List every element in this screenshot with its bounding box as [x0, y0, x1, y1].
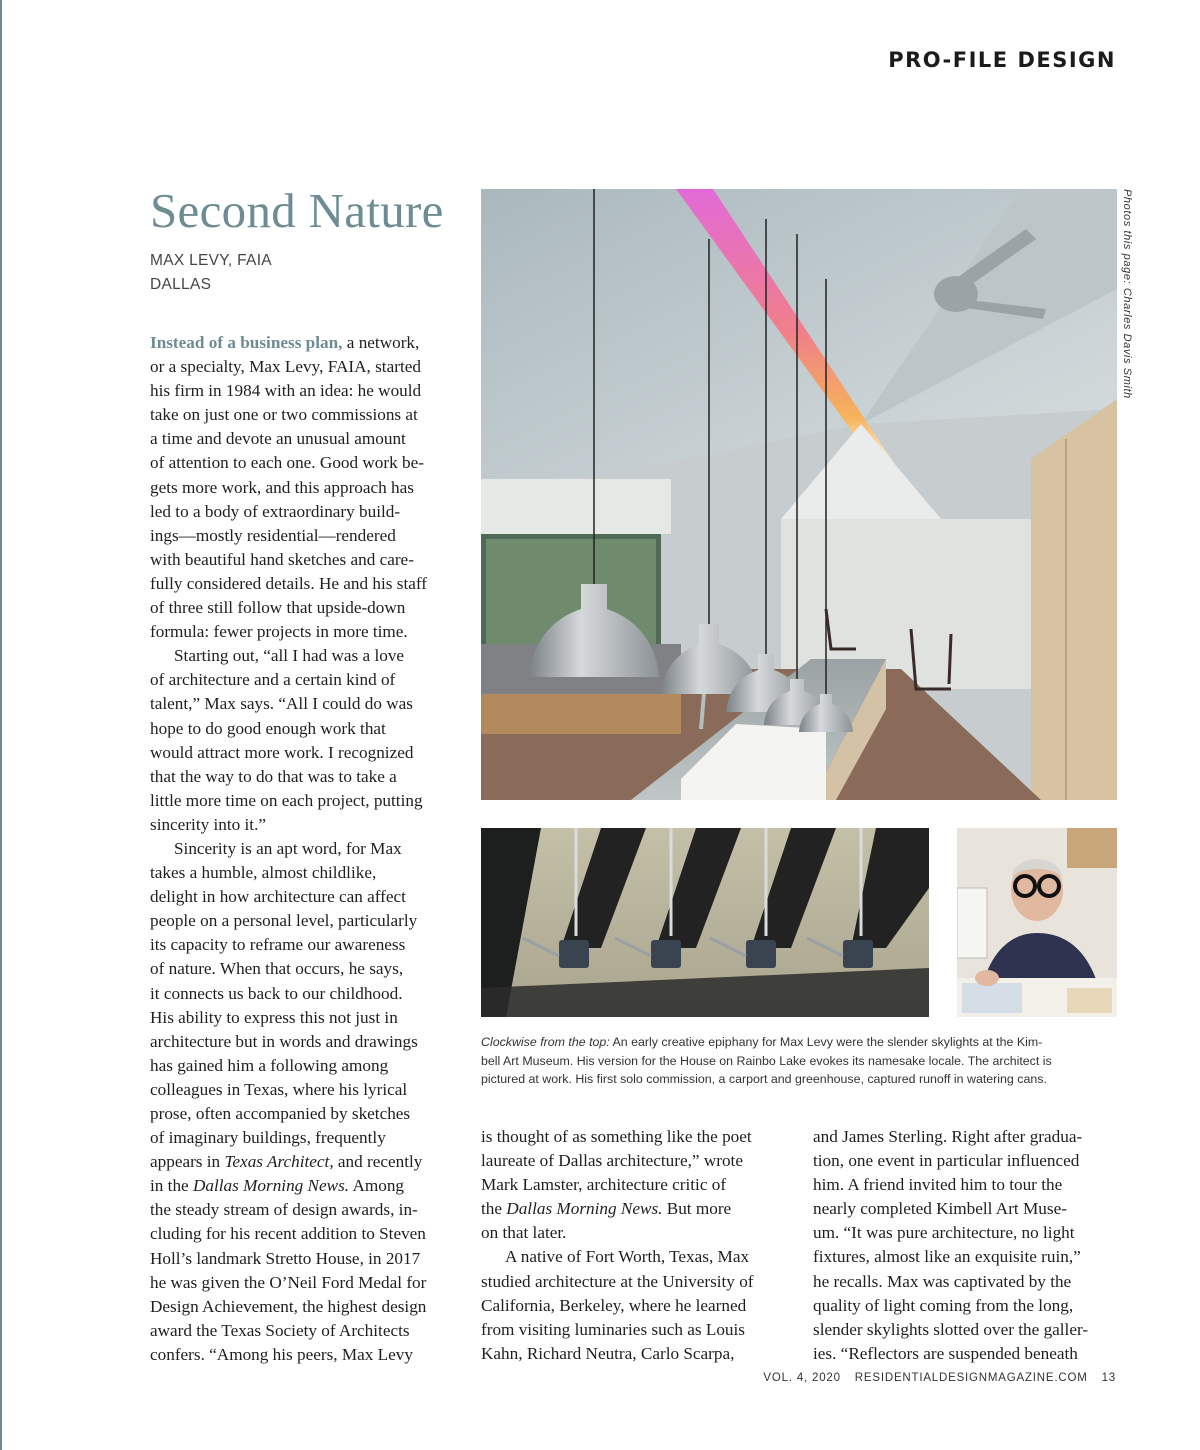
text-line: of architecture and a certain kind of: [150, 670, 396, 690]
text-line: quality of light coming from the long,: [813, 1295, 1074, 1315]
text-line: cluding for his recent addition to Steven: [150, 1224, 426, 1244]
byline-city: DALLAS: [150, 276, 212, 293]
text-line: fully considered details. He and his staff: [150, 573, 427, 593]
page-edge-line: [0, 0, 2, 1450]
text-line: Starting out, “all I had was a love: [174, 646, 405, 666]
text-line: is thought of as something like the poet: [481, 1127, 752, 1146]
text-line: takes a humble, almost childlike,: [150, 863, 377, 883]
body-column-1: [150, 331, 460, 1367]
footer-page-number: 13: [1101, 1372, 1116, 1384]
text-line: award the Texas Society of Architects: [150, 1320, 410, 1340]
text-line: Holl’s landmark Stretto House, in 2017: [150, 1248, 421, 1268]
photo-watering-cans: [481, 828, 929, 1017]
text-line: nearly completed Kimbell Art Muse-: [813, 1199, 1067, 1219]
text-line: talent,” Max says. “All I could do was: [150, 694, 413, 714]
body-column-3: [813, 1125, 1118, 1366]
text-line: in the Dallas Morning News. Among: [150, 1176, 405, 1196]
caption-line: bell Art Museum. His version for the House on Rainbo Lake evokes its namesake locale. The architect is: [481, 1053, 1052, 1068]
text-line: appears in Texas Architect, and recently: [150, 1152, 423, 1172]
text-line: the steady stream of design awards, in-: [150, 1200, 418, 1220]
text-line: gets more work, and this approach has: [150, 477, 414, 497]
text-line: California, Berkeley, where he learned: [481, 1295, 747, 1315]
photo-interior-kitchen: [481, 189, 1117, 800]
text-line: studied architecture at the University of: [481, 1271, 754, 1291]
text-line: slender skylights slotted over the galler-: [813, 1319, 1089, 1339]
text-line: tion, one event in particular influenced: [813, 1151, 1080, 1171]
text-line: hope to do good enough work that: [150, 718, 386, 738]
footer-site: RESIDENTIALDESIGNMAGAZINE.COM: [854, 1372, 1088, 1384]
text-line: His ability to express this not just in: [150, 1007, 398, 1027]
text-line: people on a personal level, particularly: [150, 911, 418, 931]
text-line: he was given the O’Neil Ford Medal for: [150, 1272, 427, 1292]
caption-lead: Clockwise from the top:: [481, 1035, 610, 1049]
footer-volume: VOL. 4, 2020: [763, 1372, 841, 1384]
text-line: take on just one or two commissions at: [150, 405, 418, 425]
byline-name: MAX LEVY, FAIA: [150, 252, 272, 269]
text-line: has gained him a following among: [150, 1055, 389, 1075]
text-line: the Dallas Morning News. But more: [481, 1199, 732, 1219]
text-line: its capacity to reframe our awareness: [150, 935, 406, 955]
text-line: architecture but in words and drawings: [150, 1031, 418, 1051]
photo-architect-portrait: [957, 828, 1117, 1017]
text-line: a time and devote an unusual amount: [150, 429, 406, 449]
text-line: Instead of a business plan, a network,: [150, 333, 420, 352]
text-line: or a specialty, Max Levy, FAIA, started: [150, 357, 421, 377]
caption-line: Clockwise from the top: An early creative epiphany for Max Levy were the slender skylights at the Kim-: [481, 1035, 1043, 1049]
text-line: his firm in 1984 with an idea: he would: [150, 381, 422, 401]
caption-line: pictured at work. His first solo commission, a carport and greenhouse, captured runoff in watering cans.: [481, 1072, 1047, 1086]
text-line: Sincerity is an apt word, for Max: [174, 838, 402, 858]
article-title: Second Nature: [150, 183, 444, 238]
photo-credit: Photos this page: Charles Davis Smith: [1121, 189, 1133, 399]
text-line: Mark Lamster, architecture critic of: [481, 1175, 727, 1195]
text-line: he recalls. Max was captivated by the: [813, 1271, 1072, 1291]
text-line: Kahn, Richard Neutra, Carlo Scarpa,: [481, 1343, 735, 1363]
text-line: little more time on each project, putting: [150, 790, 423, 810]
text-line: of imaginary buildings, frequently: [150, 1128, 386, 1148]
lead-in: Instead of a business plan,: [150, 333, 343, 352]
text-line: formula: fewer projects in more time.: [150, 622, 408, 642]
text-line: colleagues in Texas, where his lyrical: [150, 1079, 408, 1099]
text-line: and James Sterling. Right after gradua-: [813, 1127, 1083, 1146]
text-line: prose, often accompanied by sketches: [150, 1104, 411, 1123]
text-line: of nature. When that occurs, he says,: [150, 959, 404, 979]
text-line: laureate of Dallas architecture,” wrote: [481, 1151, 743, 1171]
text-line: with beautiful hand sketches and care-: [150, 549, 414, 569]
text-line: of attention to each one. Good work be-: [150, 453, 424, 473]
text-line: sincerity into it.”: [150, 814, 266, 834]
page-footer: [749, 1372, 1116, 1384]
section-label: PRO-FILE DESIGN: [888, 48, 1116, 72]
body-column-2: [481, 1125, 786, 1366]
text-line: from visiting luminaries such as Louis: [481, 1319, 745, 1339]
text-line: fixtures, almost like an exquisite ruin,”: [813, 1247, 1081, 1267]
text-line: led to a body of extraordinary build-: [150, 501, 401, 521]
photo-caption: [481, 1033, 1121, 1089]
text-line: on that later.: [481, 1223, 567, 1243]
text-line: ings—mostly residential—rendered: [150, 525, 396, 545]
text-line: A native of Fort Worth, Texas, Max: [505, 1247, 750, 1267]
text-line: ies. “Reflectors are suspended beneath: [813, 1343, 1078, 1363]
text-line: of three still follow that upside-down: [150, 598, 406, 618]
text-line: um. “It was pure architecture, no light: [813, 1223, 1075, 1243]
text-line: Design Achievement, the highest design: [150, 1296, 427, 1316]
text-line: him. A friend invited him to tour the: [813, 1175, 1063, 1195]
text-line: would attract more work. I recognized: [150, 742, 414, 762]
text-line: confers. “Among his peers, Max Levy: [150, 1344, 413, 1364]
text-line: that the way to do that was to take a: [150, 766, 397, 786]
text-line: it connects us back to our childhood.: [150, 983, 403, 1003]
text-line: delight in how architecture can affect: [150, 887, 406, 907]
